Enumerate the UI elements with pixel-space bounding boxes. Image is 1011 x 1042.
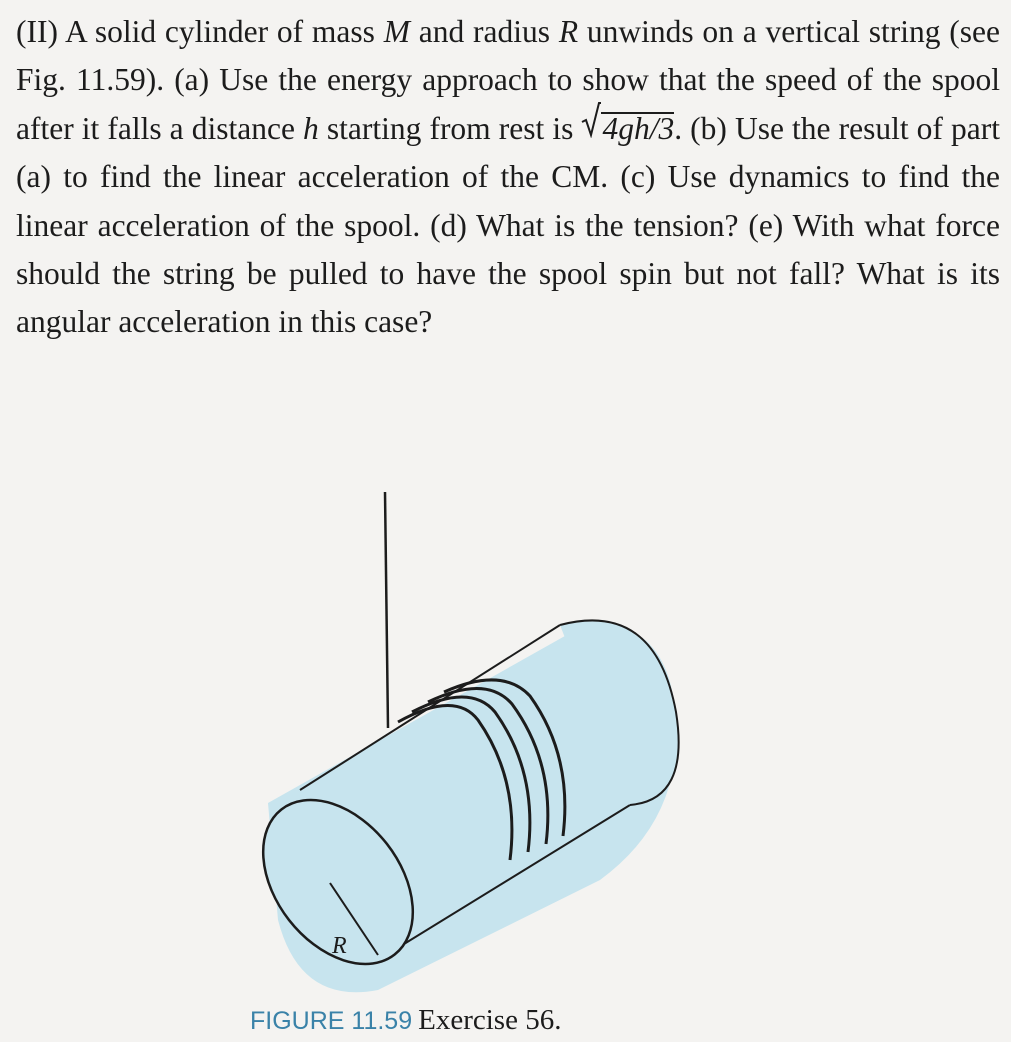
problem-text-5: . (b) Use the result of part (a) to find the linear acceleration of the CM. (c) Use dynamics to find the linear acceleration of the spool. (d) What is the tension? (e) With what force should the string be pulled to have the spool spin but not fall? What is its angular acceleration in this case? xyxy=(16,110,1000,340)
figure-caption xyxy=(250,1004,561,1037)
figure-number: FIGURE 11.59 xyxy=(250,1007,413,1035)
problem-text-4: starting from rest is xyxy=(318,110,582,146)
variable-mass: M xyxy=(383,14,410,49)
caption-text: Exercise 56. xyxy=(418,1004,562,1036)
variable-radius: R xyxy=(558,14,579,49)
vertical-string xyxy=(385,492,388,728)
problem-text-1: (II) A solid cylinder of mass xyxy=(16,14,384,49)
problem-text-3: unwinds on a vertical string (see Fig. 11.59). (a) Use the energy approach to show that the speed of the spool after it falls a distance xyxy=(16,14,1000,146)
variable-height: h xyxy=(303,110,319,146)
sqrt-radicand: 4gh/3 xyxy=(602,110,675,146)
radius-label: R xyxy=(332,933,347,959)
problem-text-2: and radius xyxy=(409,14,559,49)
